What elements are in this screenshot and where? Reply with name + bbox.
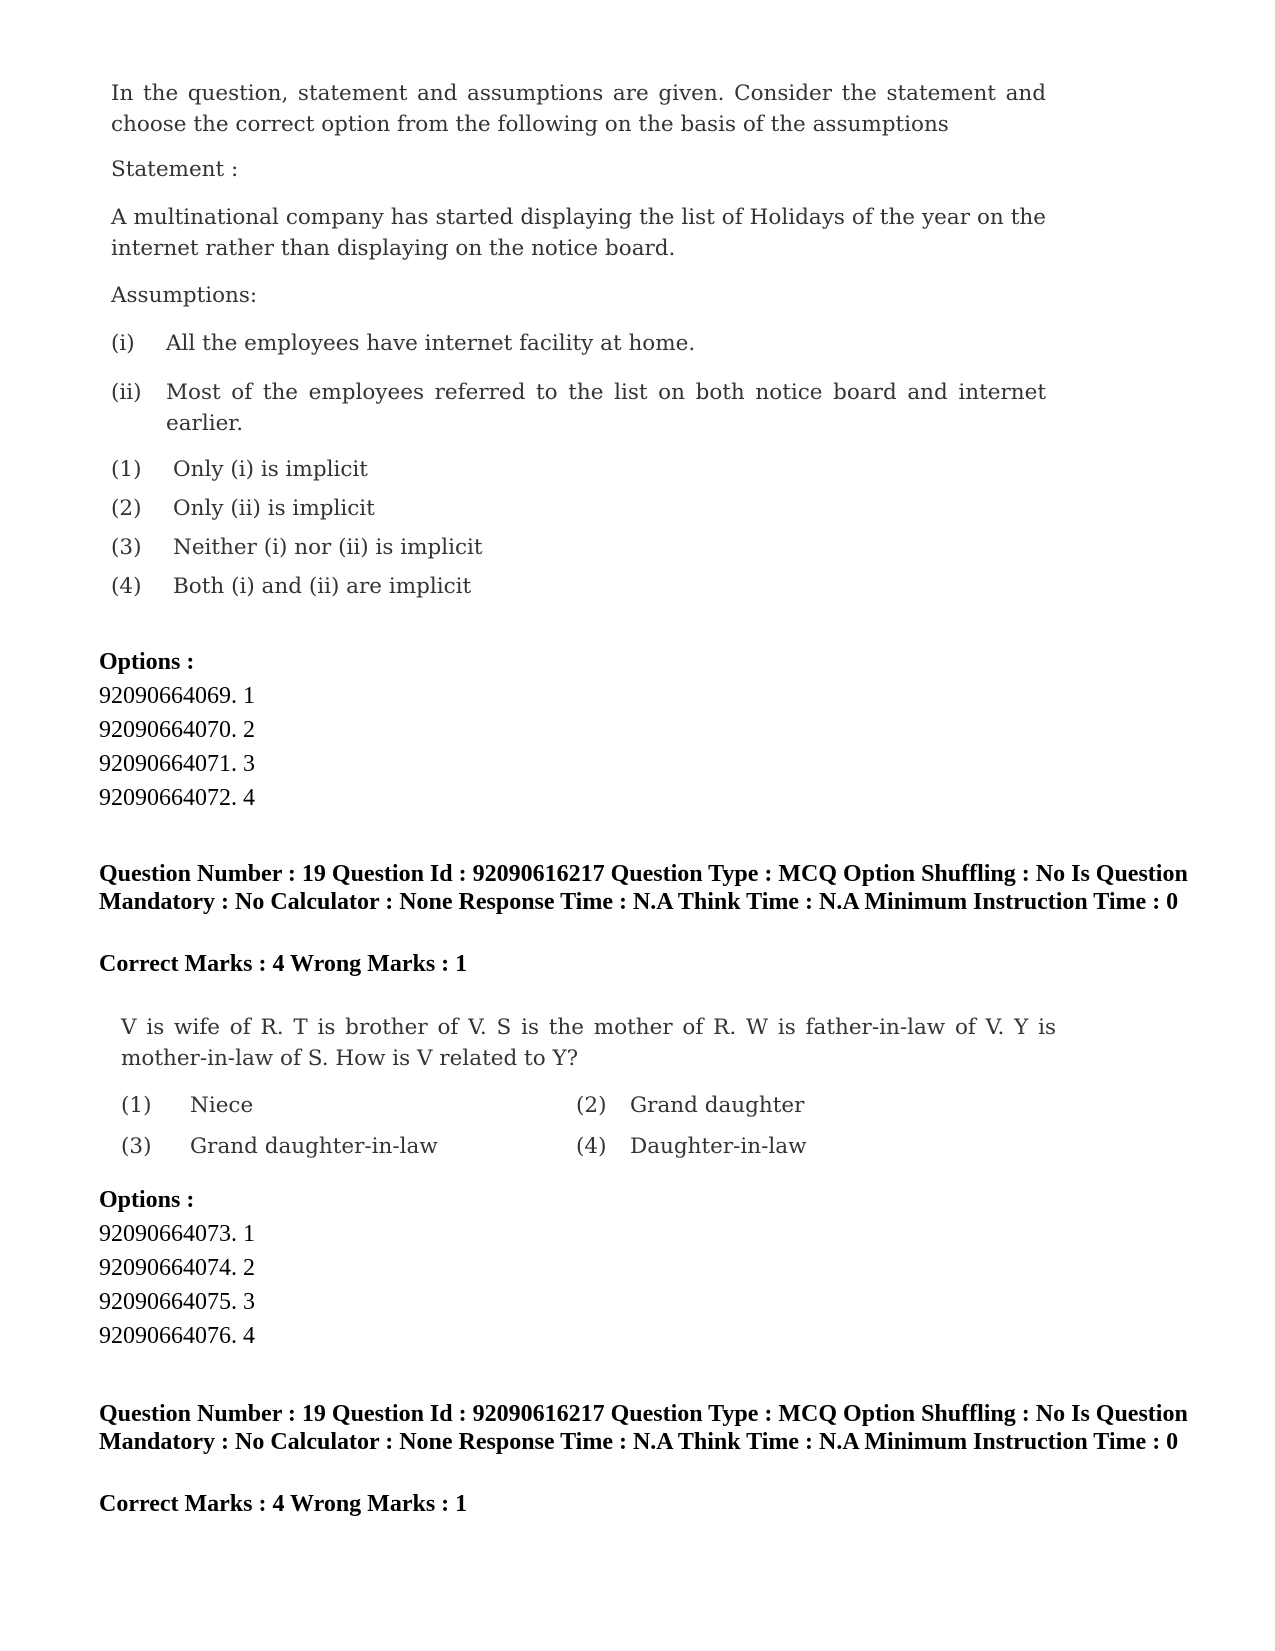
question-marks: Correct Marks : 4 Wrong Marks : 1 [99,951,468,977]
choice-number: (1) [121,1093,152,1118]
question-meta: Question Number : 19 Question Id : 92090616217 Question Type : MCQ Option Shuffling : No Is Question Mandatory : No Calculator : None Response Time : N.A Think Time : N.A Minimum Instruction Time : 0 [99,861,1188,915]
statement-text: A multinational company has started displaying the list of Holidays of the year on the internet rather than displaying on the notice board. [111,205,1046,261]
assumption-text: Most of the employees referred to the list on both notice board and internet earlier. [166,380,1046,436]
assumption-number: (ii) [111,380,142,405]
choice-text: Both (i) and (ii) are implicit [173,574,472,599]
choice-number: (2) [576,1093,607,1118]
question-marks: Correct Marks : 4 Wrong Marks : 1 [99,1491,468,1517]
option-id: 92090664074. 2 [99,1255,255,1281]
choice-text: Neither (i) nor (ii) is implicit [173,535,483,560]
choice-number: (1) [111,457,142,482]
options-label: Options : [99,1187,195,1213]
choice-text: Daughter-in-law [630,1134,807,1159]
statement-label: Statement : [111,157,239,182]
choice-number: (3) [121,1134,152,1159]
assumptions-label: Assumptions: [111,283,258,308]
option-id: 92090664076. 4 [99,1323,255,1349]
option-id: 92090664069. 1 [99,683,255,709]
choice-number: (4) [576,1134,607,1159]
question-intro: In the question, statement and assumptions are given. Consider the statement and choose the correct option from the following on the basis of the assumptions [111,81,1046,137]
choice-number: (4) [111,574,142,599]
choice-text: Niece [190,1093,254,1118]
choice-number: (2) [111,496,142,521]
options-label: Options : [99,649,195,675]
option-id: 92090664070. 2 [99,717,255,743]
question-text: V is wife of R. T is brother of V. S is the mother of R. W is father-in-law of V. Y is mother-in-law of S. How is V related to Y? [121,1015,1056,1071]
assumption-text: All the employees have internet facility at home. [166,331,696,356]
assumption-number: (i) [111,331,135,356]
choice-text: Grand daughter-in-law [190,1134,438,1159]
question-meta: Question Number : 19 Question Id : 92090616217 Question Type : MCQ Option Shuffling : No Is Question Mandatory : No Calculator : None Response Time : N.A Think Time : N.A Minimum Instruction Time : 0 [99,1401,1188,1455]
option-id: 92090664072. 4 [99,785,255,811]
choice-text: Only (ii) is implicit [173,496,375,521]
choice-text: Grand daughter [630,1093,805,1118]
option-id: 92090664073. 1 [99,1221,255,1247]
choice-number: (3) [111,535,142,560]
option-id: 92090664075. 3 [99,1289,255,1315]
choice-text: Only (i) is implicit [173,457,368,482]
option-id: 92090664071. 3 [99,751,255,777]
